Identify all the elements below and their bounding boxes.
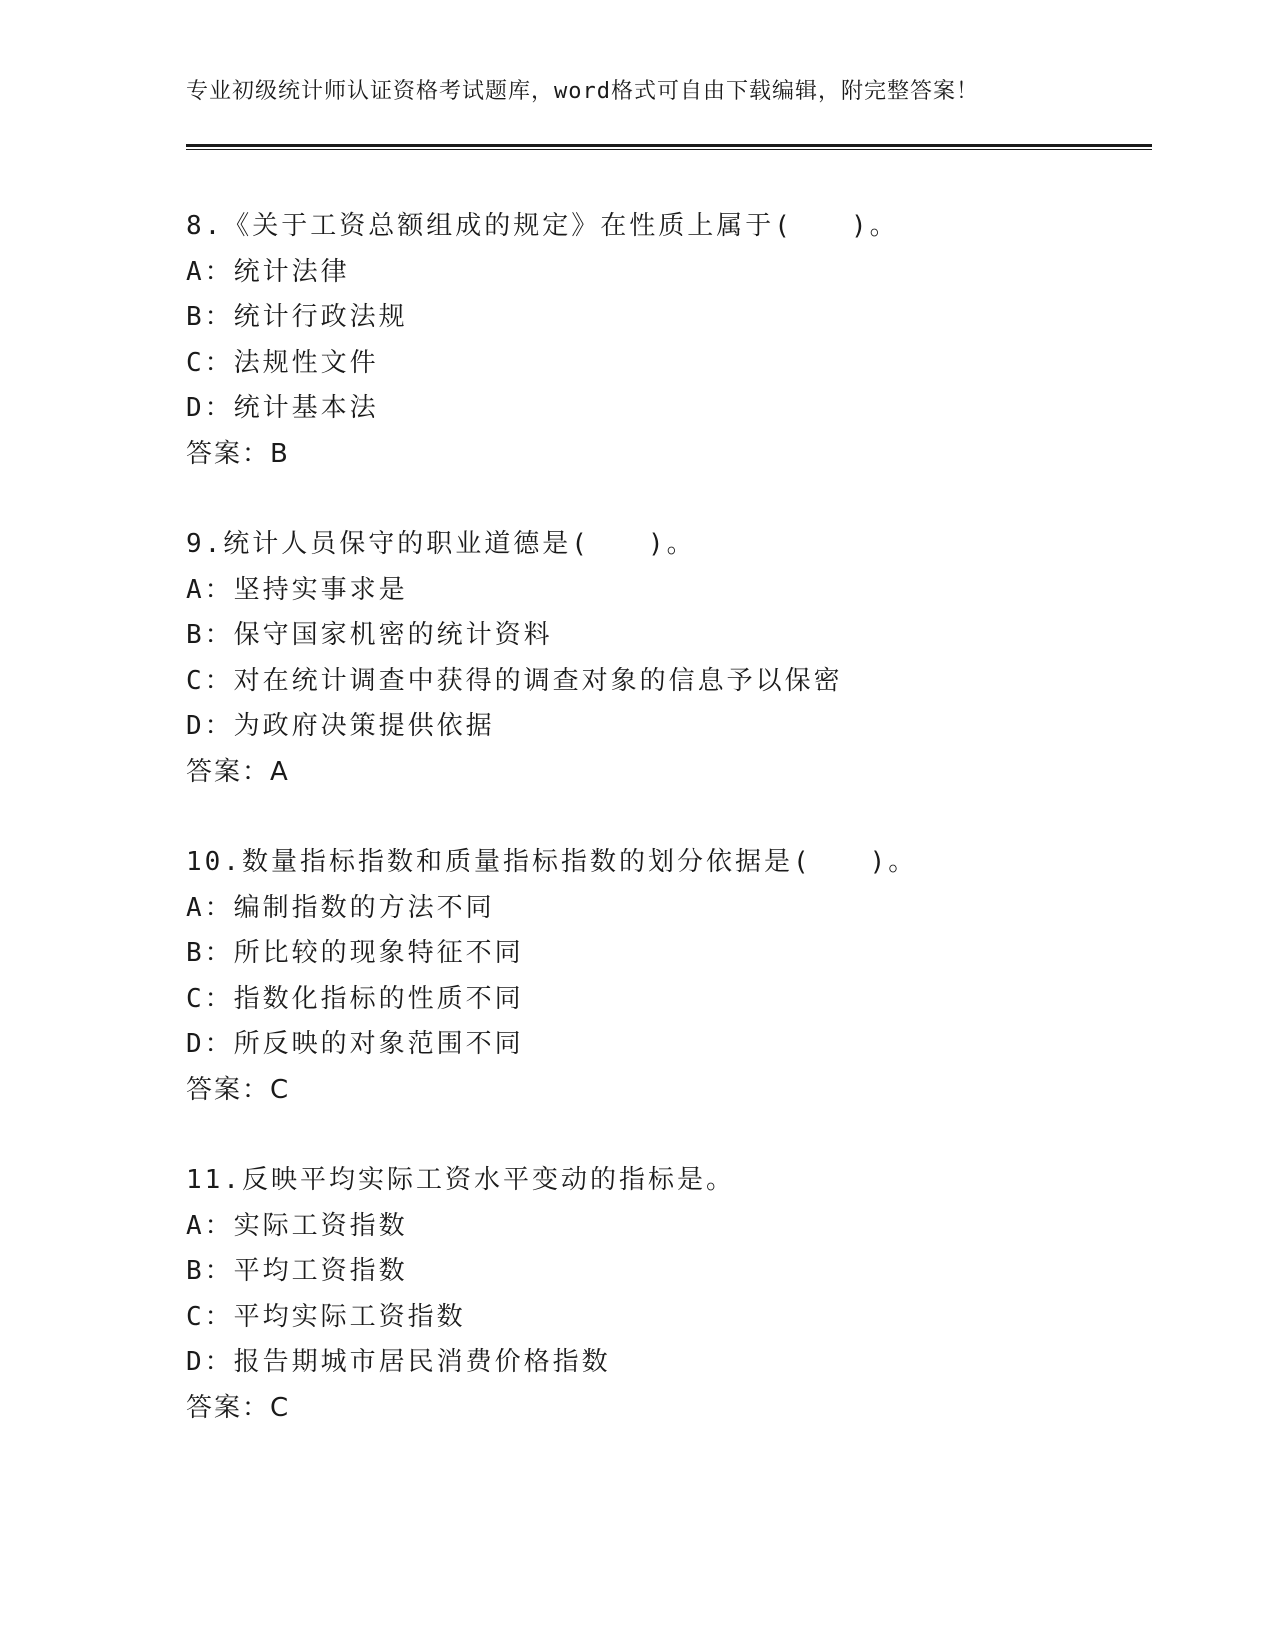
option-c: C：指数化指标的性质不同 bbox=[186, 983, 524, 1014]
question-9 bbox=[186, 522, 1146, 796]
option-c: C：平均实际工资指数 bbox=[186, 1301, 466, 1332]
answer: 答案：C bbox=[186, 1392, 291, 1423]
question-11 bbox=[186, 1158, 1146, 1432]
header-title: 专业初级统计师认证资格考试题库，word格式可自由下载编辑，附完整答案！ bbox=[186, 79, 979, 104]
option-d: D：报告期城市居民消费价格指数 bbox=[186, 1347, 611, 1378]
option-c: C：对在统计调查中获得的调查对象的信息予以保密 bbox=[186, 665, 843, 696]
option-d: D：统计基本法 bbox=[186, 393, 379, 424]
option-c: C：法规性文件 bbox=[186, 347, 379, 378]
question-stem: 8.《关于工资总额组成的规定》在性质上属于( )。 bbox=[186, 211, 899, 241]
header-divider-thin bbox=[186, 149, 1152, 150]
option-d: D：所反映的对象范围不同 bbox=[186, 1029, 524, 1060]
option-d: D：为政府决策提供依据 bbox=[186, 711, 495, 742]
answer: 答案：B bbox=[186, 438, 290, 469]
question-stem: 11.反映平均实际工资水平变动的指标是。 bbox=[186, 1165, 735, 1195]
question-stem: 10.数量指标指数和质量指标指数的划分依据是( )。 bbox=[186, 847, 918, 877]
option-b: B：所比较的现象特征不同 bbox=[186, 938, 524, 969]
option-b: B：保守国家机密的统计资料 bbox=[186, 620, 553, 651]
option-a: A：编制指数的方法不同 bbox=[186, 892, 495, 923]
option-b: B：平均工资指数 bbox=[186, 1256, 408, 1287]
header-divider bbox=[186, 144, 1152, 147]
question-stem: 9.统计人员保守的职业道德是( )。 bbox=[186, 529, 696, 559]
question-10 bbox=[186, 840, 1146, 1114]
option-a: A：坚持实事求是 bbox=[186, 574, 408, 605]
answer: 答案：C bbox=[186, 1074, 291, 1105]
option-a: A：实际工资指数 bbox=[186, 1210, 408, 1241]
option-b: B：统计行政法规 bbox=[186, 302, 408, 333]
option-a: A：统计法律 bbox=[186, 256, 350, 287]
answer: 答案：A bbox=[186, 756, 290, 787]
question-8 bbox=[186, 204, 1146, 478]
